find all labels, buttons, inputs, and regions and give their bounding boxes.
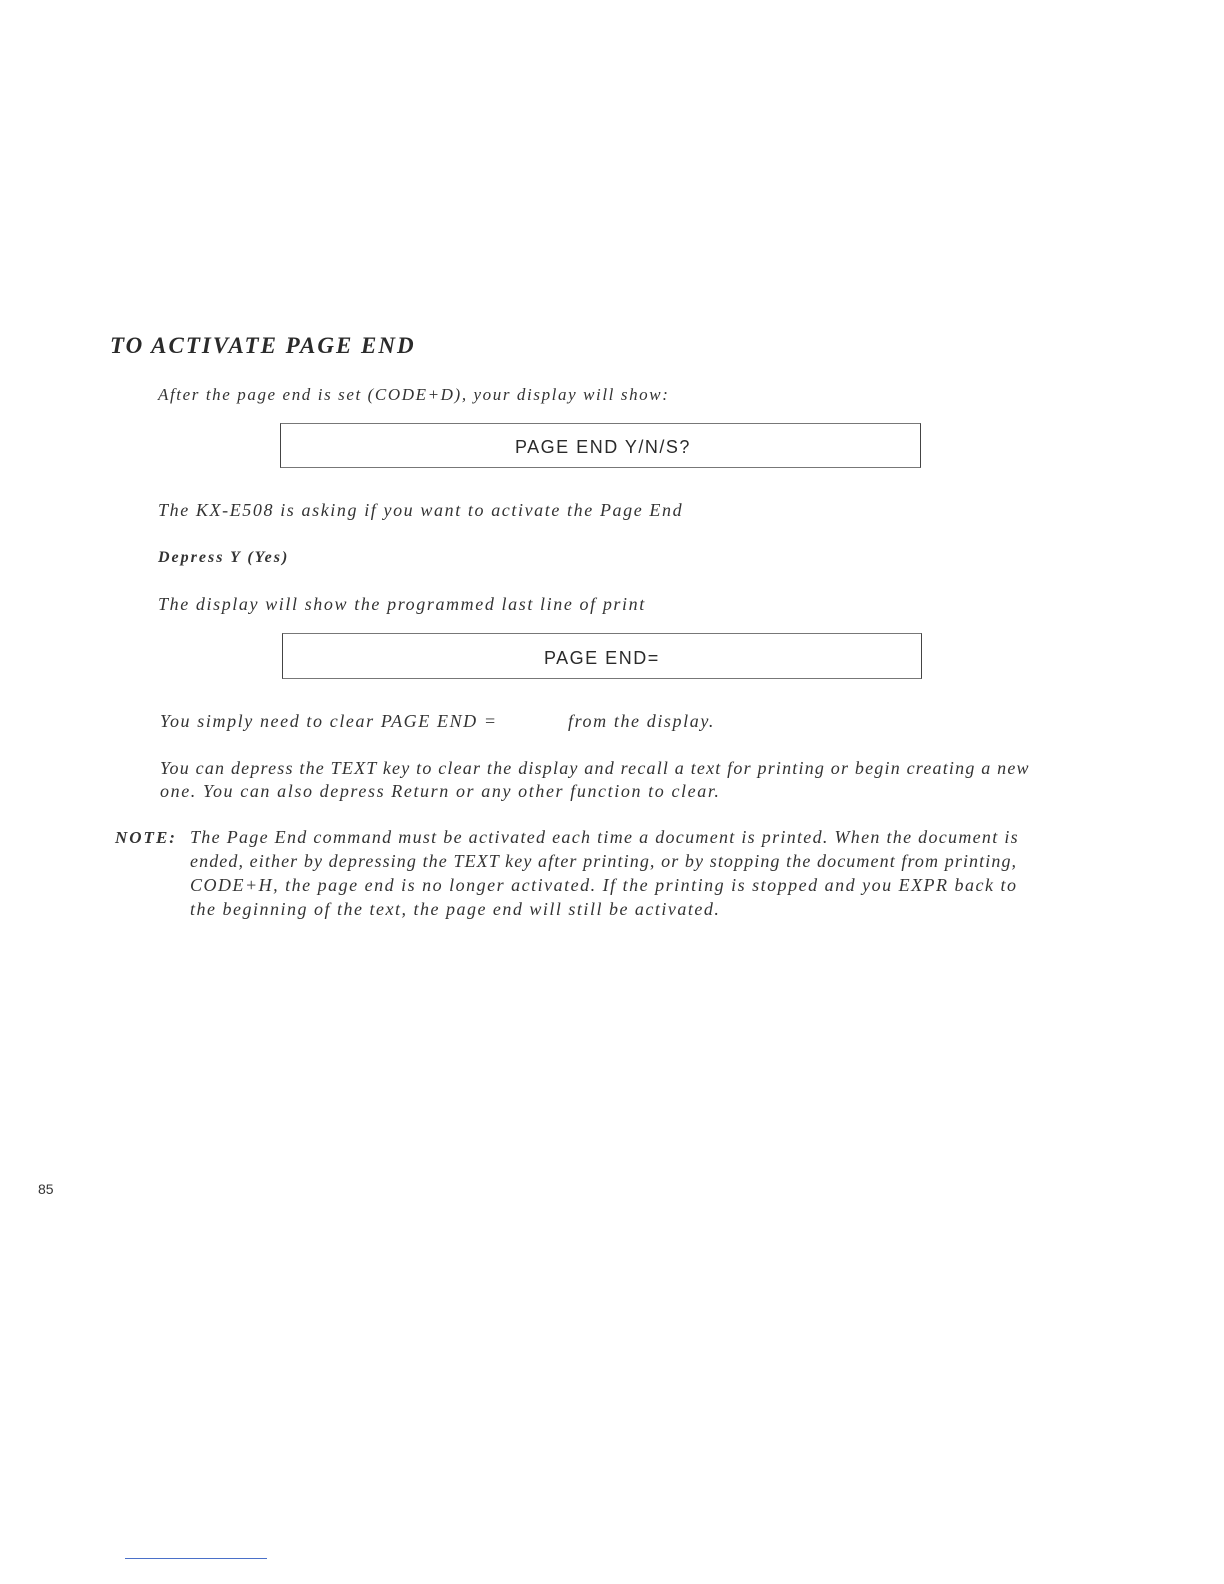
intro-text: After the page end is set (CODE+D), your display will show: xyxy=(158,385,670,404)
question-text: The KX-E508 is asking if you want to activate the Page End xyxy=(158,500,684,520)
note-line-4: the beginning of the text, the page end will still be activated. xyxy=(190,899,721,919)
clear-line-text-part1: You simply need to clear PAGE END = xyxy=(160,711,498,731)
footer-rule xyxy=(125,1558,267,1559)
note-line-2: ended, either by depressing the TEXT key after printing, or by stopping the document from printing, xyxy=(190,851,1018,871)
text-key-para-line2: one. You can also depress Return or any other function to clear. xyxy=(160,781,721,801)
note-label: NOTE: xyxy=(115,828,177,847)
display-text-page-end-value: PAGE END= xyxy=(544,648,660,668)
display-text-page-end-prompt: PAGE END Y/N/S? xyxy=(515,437,691,457)
instruction-text: Depress Y (Yes) xyxy=(158,549,290,566)
display-box-page-end-prompt xyxy=(280,423,921,468)
page-number: 85 xyxy=(38,1181,54,1197)
text-key-para-line1: You can depress the TEXT key to clear the display and recall a text for printing or begin creating a new xyxy=(160,758,1030,778)
note-line-1: The Page End command must be activated each time a document is printed. When the document is xyxy=(190,827,1019,847)
section-heading: TO ACTIVATE PAGE END xyxy=(110,333,416,358)
show-line-text: The display will show the programmed last line of print xyxy=(158,594,646,614)
clear-line-text-part2: from the display. xyxy=(568,711,716,731)
display-box-page-end-value xyxy=(282,633,922,679)
note-line-3: CODE+H, the page end is no longer activated. If the printing is stopped and you EXPR back to xyxy=(190,875,1018,895)
